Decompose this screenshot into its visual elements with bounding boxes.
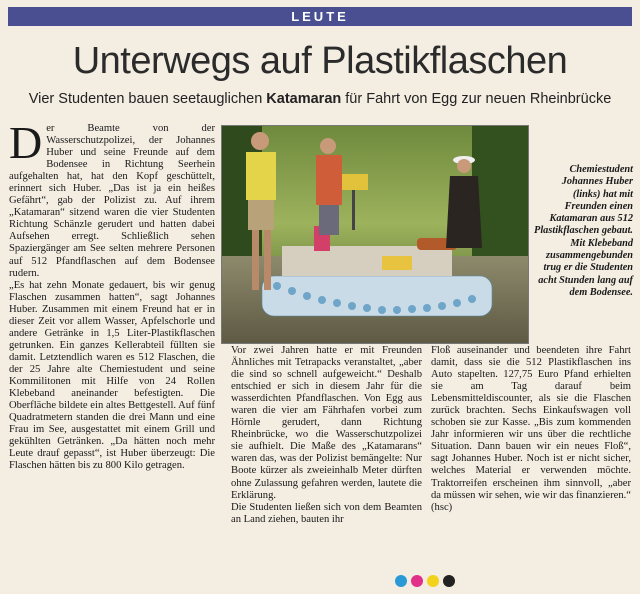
paragraph: Die Studenten ließen sich von dem Beamten an Land ziehen, bauten ihr <box>231 501 422 525</box>
headline: Unterwegs auf Plastikflaschen <box>72 40 568 82</box>
subline-bold: Katamaran <box>266 91 342 107</box>
paragraph: Vor zwei Jahren hatte er mit Freunden Ähnliches mit Tetrapacks veranstaltet, „aber die sind so schnell aufgeweicht.“ Deshalb entschied er sich in diesem Jahr für die wasserdichten Pfandflaschen. Von Egg aus waren die vier am Fährhafen vorbei zum Hörnle gerudert, dann Richtung Rheinbrücke, wo die Wasserschutzpolizei sie aufhielt. Die Maße des „Katamarans“ waren das, was der Polizist bemängelte: Nur Boote kürzer als zweieinhalb Meter dürften ohne Zulassung gefahren werden, lautete die Erklärung. <box>231 345 422 501</box>
color-dot <box>395 575 407 587</box>
article-column-3 <box>431 345 631 575</box>
color-dot <box>443 575 455 587</box>
photo-image <box>222 126 528 343</box>
print-color-marks <box>395 575 455 587</box>
paragraph: „Es hat zehn Monate gedauert, bis wir genug Flaschen zusammen hatten“, sagt Johannes Huber. Zusammen mit einem Freund hat er in dieser Zeit vor allem Wasser, Apfelschorle und andere Getränke in 1,5 Liter-Plastikflaschen getrunken. Ein ganzes Kellerabteil füllten sie damit. Letztendlich waren es 512 Flaschen, die der 25 Jahre alte Chemiestudent und seine Kommilitonen mit Hilfe von 24 Rollen Klebeband aneinander befestigten. Die Oberfläche bildete ein altes Bettgestell. Auf fünf Quadratmetern standen die drei Mann und eine Frau im See, ausgestattet mit einem Grill und gekühlten Getränken. „Da hätten noch mehr Leute drauf gepasst“, ist Huber überzeugt: Die Flaschen hätten bis zu 800 Kilo getragen. <box>9 279 215 472</box>
article-photo <box>221 125 529 344</box>
color-dot <box>411 575 423 587</box>
section-header: LEUTE <box>8 7 632 26</box>
subline-post: für Fahrt von Egg zur neuen Rheinbrücke <box>341 91 612 107</box>
subline-pre: Vier Studenten bauen seetauglichen <box>28 91 267 107</box>
drop-cap: D <box>9 123 43 168</box>
paragraph <box>9 123 215 280</box>
article-column-1 <box>9 123 215 593</box>
paragraph-text: er Beamte von der Wasserschutzpolizei, der Johannes Huber und seine Freunde auf dem Bodensee in Richtung Seerhein aufgehalten hat, hat den Kopf geschüttelt, erinnert sich Huber. „Das ist ja ein heißes Gefährt“, gab der Polizist zu. Auf ihrem „Katamaran“ sitzend waren die vier Studenten Richtung Schänzle gerudert und hatten dabei Aufsehen erregt. Schließlich sehen Spaziergänger am See selten mehrere Personen auf 512 Pfandflaschen auf dem Bodensee rudern. <box>9 123 215 279</box>
paragraph: Floß auseinander und beendeten ihre Fahrt damit, dass sie die 512 Plastikflaschen ins Auto stapelten. 127,75 Euro Pfand erhielten sie am Tag darauf beim Lebensmitteldiscounter, als sie die Flaschen zurück brachten. Sechs Einkaufswagen voll schoben sie zur Kasse. „Bis zum kommenden Jahr informieren wir uns über die rechtliche Situation. Dann bauen wir ein neues Floß“, sagt Johannes Huber. Noch ist er nicht sicher, welches Material er verwenden möchte. Traktorreifen erscheinen ihm sinnvoll, „aber da müssen wir sehen, wie wir das finanzieren.“ (hsc) <box>431 345 631 513</box>
article-column-2 <box>231 345 422 593</box>
photo-caption: Chemiestudent Johannes Huber (links) hat mit Freunden einen Katamaran aus 512 Plastikflaschen gebaut. Mit Klebeband zusammengebunden trug er die Studenten acht Stunden lang auf dem Bodensee. <box>534 164 633 298</box>
color-dot <box>427 575 439 587</box>
subline <box>0 91 640 107</box>
